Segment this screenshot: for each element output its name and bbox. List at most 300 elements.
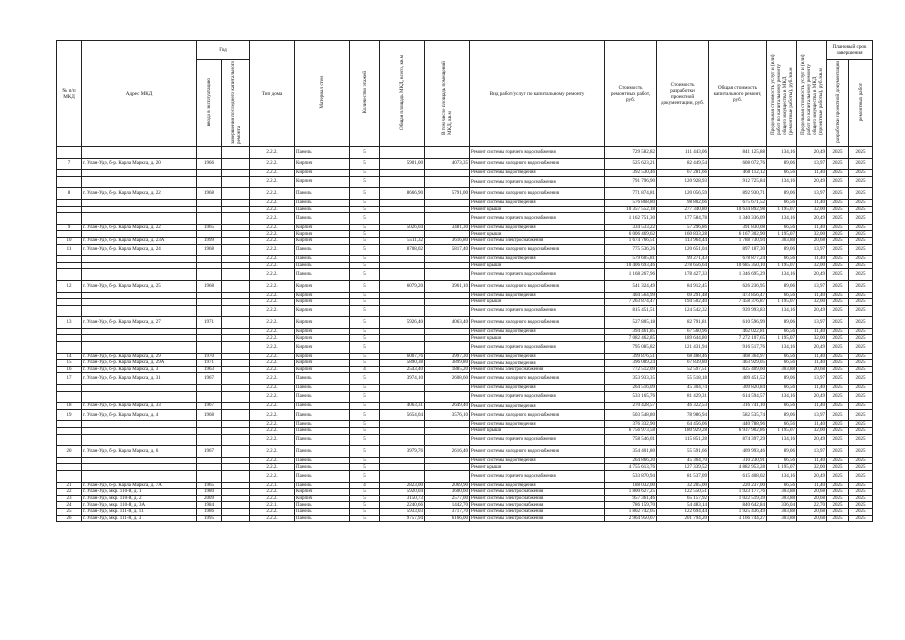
cell-c3: 462 022,81 xyxy=(709,328,767,335)
cell-y2 xyxy=(222,292,250,299)
cell-d2: 2025 xyxy=(849,482,873,489)
cell-c2: 64 456,06 xyxy=(657,421,709,428)
cell-wall: Панель xyxy=(295,421,350,428)
cell-y2 xyxy=(222,147,250,159)
cell-num xyxy=(57,213,82,225)
cell-type: 2.2.2. xyxy=(250,457,295,464)
cell-d2: 2025 xyxy=(849,489,873,496)
cell-p1: 134,16 xyxy=(767,176,797,188)
cell-c3: 1 340 336,09 xyxy=(709,213,767,225)
cell-wall: Панель xyxy=(295,470,350,482)
cell-num xyxy=(57,464,82,471)
cell-p1: 134,16 xyxy=(767,391,797,403)
cell-num xyxy=(57,269,82,281)
cell-type: 2.2.2. xyxy=(250,446,295,458)
cell-wall: Кирпич xyxy=(295,342,350,354)
cell-fl: 4 xyxy=(350,482,380,489)
cell-area xyxy=(380,231,425,238)
cell-p2: 11,40 xyxy=(797,170,827,177)
cell-p2: 11,40 xyxy=(797,482,827,489)
cell-addr: г. Улан-Удэ, б-р. Карла Маркса, д. 24 xyxy=(82,244,197,256)
cell-wall: Панель xyxy=(295,199,350,206)
cell-c3: 3 166 744,27 xyxy=(709,515,767,522)
cell-y2 xyxy=(222,353,250,360)
cell-p1: 303,88 xyxy=(767,366,797,373)
cell-c2: 120 928,93 xyxy=(657,176,709,188)
cell-y1: 1999 xyxy=(197,237,222,244)
cell-area: 6079,20 xyxy=(380,280,425,292)
table-row xyxy=(57,224,873,231)
cell-d1: 2025 xyxy=(827,360,849,367)
cell-y2 xyxy=(222,457,250,464)
cell-liv xyxy=(425,434,470,446)
cell-p2: 20,49 xyxy=(797,269,827,281)
cell-d2: 2025 xyxy=(849,403,873,410)
cell-addr xyxy=(82,328,197,335)
cell-liv xyxy=(425,176,470,188)
cell-num: 14 xyxy=(57,353,82,360)
cell-p1: 89,06 xyxy=(767,317,797,329)
cell-fl: 5 xyxy=(350,403,380,410)
cell-c2: 82 791,81 xyxy=(657,317,709,329)
cell-p1: 336,04 xyxy=(767,502,797,509)
cell-wall: Панель xyxy=(295,391,350,403)
cell-c2: 124 542,32 xyxy=(657,305,709,317)
cell-y2 xyxy=(222,360,250,367)
cell-fl: 5 xyxy=(350,237,380,244)
cell-wall: Кирпич xyxy=(295,353,350,360)
cell-y2 xyxy=(222,502,250,509)
cell-liv xyxy=(425,335,470,342)
cell-d2: 2025 xyxy=(849,457,873,464)
cell-p2: 11,40 xyxy=(797,421,827,428)
table-row xyxy=(57,335,873,342)
cell-liv xyxy=(425,391,470,403)
cell-y2 xyxy=(222,244,250,256)
cell-d1: 2025 xyxy=(827,342,849,354)
cell-liv: 2069,90 xyxy=(425,482,470,489)
cell-fl: 5 xyxy=(350,299,380,306)
cell-area xyxy=(380,262,425,269)
cell-work: Ремонт системы горячего водоснабжения xyxy=(470,176,605,188)
cell-c1: 1 162 751,30 xyxy=(605,213,657,225)
cell-y2 xyxy=(222,508,250,515)
cell-y2 xyxy=(222,342,250,354)
cell-wall: Кирпич xyxy=(295,158,350,170)
cell-fl: 5 xyxy=(350,373,380,385)
cell-num xyxy=(57,421,82,428)
cell-addr xyxy=(82,213,197,225)
cell-num: 23 xyxy=(57,495,82,502)
cell-d2: 2025 xyxy=(849,280,873,292)
cell-c1: 10 357 552,18 xyxy=(605,206,657,213)
cell-c1: 264 866,20 xyxy=(605,457,657,464)
cell-work: Ремонт системы электроснабжения xyxy=(470,237,605,244)
cell-p2: 13,97 xyxy=(797,446,827,458)
cell-num: 19 xyxy=(57,409,82,421)
cell-fl: 5 xyxy=(350,434,380,446)
cell-c2: 68 488,46 xyxy=(657,353,709,360)
cell-y2 xyxy=(222,403,250,410)
cell-c3: 1 022 519,39 xyxy=(709,495,767,502)
table-row xyxy=(57,269,873,281)
cell-type: 2.2.2. xyxy=(250,262,295,269)
cell-fl: 5 xyxy=(350,170,380,177)
cell-d2: 2025 xyxy=(849,244,873,256)
cell-p2: 11,40 xyxy=(797,199,827,206)
cell-d2: 2025 xyxy=(849,495,873,502)
cell-p1: 66,56 xyxy=(767,421,797,428)
cell-p1: 89,06 xyxy=(767,446,797,458)
cell-y2 xyxy=(222,489,250,496)
cell-d1: 2025 xyxy=(827,292,849,299)
cell-addr xyxy=(82,421,197,428)
cell-p2: 13,97 xyxy=(797,373,827,385)
cell-y1 xyxy=(197,428,222,435)
cell-c3: 391 830,08 xyxy=(709,224,767,231)
cell-fl: 5 xyxy=(350,147,380,159)
cell-p2: 13,97 xyxy=(797,244,827,256)
header-plan-design: разработки проектной документации xyxy=(827,60,849,147)
cell-d2: 2025 xyxy=(849,515,873,522)
cell-liv xyxy=(425,292,470,299)
cell-c1: 503 548,80 xyxy=(605,409,657,421)
cell-d1: 2025 xyxy=(827,373,849,385)
cell-c2: 45 304,74 xyxy=(657,385,709,392)
cell-area xyxy=(380,170,425,177)
cell-c3: 939 993,83 xyxy=(709,305,767,317)
cell-work: Ремонт системы электроснабжения xyxy=(470,489,605,496)
cell-p2: 20,68 xyxy=(797,237,827,244)
cell-y1 xyxy=(197,147,222,159)
cell-liv xyxy=(425,457,470,464)
cell-c1: 404 564,99 xyxy=(605,292,657,299)
table-row xyxy=(57,434,873,446)
cell-d1: 2025 xyxy=(827,470,849,482)
cell-c3: 825 409,60 xyxy=(709,366,767,373)
cell-y2 xyxy=(222,366,250,373)
cell-y2 xyxy=(222,391,250,403)
cell-num: 20 xyxy=(57,446,82,458)
cell-liv: 3717,70 xyxy=(425,508,470,515)
header-cost-total: Общая стоимость капитального ремонт, руб. xyxy=(709,41,767,147)
cell-liv xyxy=(425,213,470,225)
table-row xyxy=(57,244,873,256)
cell-p2: 32,00 xyxy=(797,231,827,238)
cell-d2: 2025 xyxy=(849,508,873,515)
cell-c3: 220 237,00 xyxy=(709,482,767,489)
cell-d1: 2025 xyxy=(827,199,849,206)
cell-y1: 1995 xyxy=(197,515,222,522)
cell-y1 xyxy=(197,269,222,281)
header-cost-design: Стоимость разработки проектной документации, руб. xyxy=(657,41,709,147)
cell-fl: 5 xyxy=(350,502,380,509)
cell-p1: 134,16 xyxy=(767,213,797,225)
cell-liv: 3899,80 xyxy=(425,360,470,367)
cell-p1: 89,06 xyxy=(767,244,797,256)
cell-c2: 278 656,64 xyxy=(657,262,709,269)
cell-liv: 4073,35 xyxy=(425,158,470,170)
cell-c1: 758 546,01 xyxy=(605,434,657,446)
cell-c3: 615 408,02 xyxy=(709,470,767,482)
cell-area xyxy=(380,421,425,428)
cell-liv: 3961,10 xyxy=(425,280,470,292)
cell-fl: 5 xyxy=(350,158,380,170)
cell-liv: 3997,30 xyxy=(425,353,470,360)
cell-wall: Кирпич xyxy=(295,305,350,317)
cell-wall: Кирпич xyxy=(295,495,350,502)
cell-d1: 2025 xyxy=(827,482,849,489)
cell-c3: 916 517,76 xyxy=(709,342,767,354)
header-house-type: Тип дома xyxy=(250,41,295,147)
table-row xyxy=(57,385,873,392)
cell-y1: 1968 xyxy=(197,409,222,421)
cell-p1: 1 195,07 xyxy=(767,231,797,238)
cell-work: Ремонт системы электроснабжения xyxy=(470,366,605,373)
header-living-area: В том числе площадь помещений МКД, кв.м xyxy=(425,41,470,147)
header-wall-material: Материал стен xyxy=(295,41,350,147)
cell-y1 xyxy=(197,213,222,225)
cell-c1: 957 361,46 xyxy=(605,495,657,502)
cell-type: 2.2.2. xyxy=(250,269,295,281)
cell-c3: 840 642,84 xyxy=(709,502,767,509)
cell-p1: 66,56 xyxy=(767,385,797,392)
table-row xyxy=(57,446,873,458)
cell-d2: 2025 xyxy=(849,366,873,373)
cell-c2: 78 986,94 xyxy=(657,409,709,421)
cell-fl: 5 xyxy=(350,231,380,238)
cell-addr: г. Улан-Удэ, б-р. Карла Маркса, д. 31 xyxy=(82,373,197,385)
cell-area xyxy=(380,391,425,403)
cell-p2: 11,40 xyxy=(797,328,827,335)
cell-wall: Панель xyxy=(295,428,350,435)
cell-work: Ремонт системы водоотведения xyxy=(470,360,605,367)
cell-d1: 2025 xyxy=(827,353,849,360)
cell-addr: г. Улан-Удэ, мкр. 110-й, д. 3А xyxy=(82,502,197,509)
cell-fl: 4 xyxy=(350,366,380,373)
cell-fl: 5 xyxy=(350,391,380,403)
cell-p1: 303,88 xyxy=(767,237,797,244)
cell-c2: 55 518,18 xyxy=(657,373,709,385)
cell-fl: 5 xyxy=(350,457,380,464)
cell-c2: 111 443,06 xyxy=(657,147,709,159)
cell-work: Ремонт системы горячего водоснабжения xyxy=(470,269,605,281)
cell-addr: г. Улан-Удэ, б-р. Карла Маркса, д. 25 xyxy=(82,280,197,292)
header-plan-repair: ремонтных работ xyxy=(849,60,873,147)
cell-work: Ремонт системы водоотведения xyxy=(470,421,605,428)
cell-p2: 22,70 xyxy=(797,502,827,509)
cell-fl: 5 xyxy=(350,470,380,482)
cell-wall: Панель xyxy=(295,188,350,200)
cell-type: 2.2.2. xyxy=(250,385,295,392)
cell-liv: 3481,30 xyxy=(425,224,470,231)
cell-c3: 1 925 436,49 xyxy=(709,508,767,515)
cell-d1: 2025 xyxy=(827,147,849,159)
cell-y1 xyxy=(197,335,222,342)
cell-num xyxy=(57,385,82,392)
cell-fl: 5 xyxy=(350,495,380,502)
cell-addr: г. Улан-Удэ, б-р. Карла Маркса, д. 22 xyxy=(82,188,197,200)
cell-work: Ремонт системы водоотведения xyxy=(470,328,605,335)
cell-c3: 7 458 376,87 xyxy=(709,299,767,306)
cell-addr xyxy=(82,292,197,299)
cell-liv xyxy=(425,206,470,213)
cell-p2: 13,97 xyxy=(797,280,827,292)
cell-d2: 2025 xyxy=(849,342,873,354)
header-address: Адрес МКД xyxy=(82,41,197,147)
cell-d1: 2025 xyxy=(827,262,849,269)
cell-area xyxy=(380,342,425,354)
cell-c2: 55 591,66 xyxy=(657,446,709,458)
cell-num: 21 xyxy=(57,482,82,489)
cell-y1 xyxy=(197,342,222,354)
cell-work: Ремонт системы горячего водоснабжения xyxy=(470,342,605,354)
table-row xyxy=(57,317,873,329)
cell-type: 2.2.2. xyxy=(250,366,295,373)
cell-c3: 316 741,10 xyxy=(709,403,767,410)
cell-c3: 6 937 902,86 xyxy=(709,428,767,435)
cell-d1: 2025 xyxy=(827,206,849,213)
cell-work: Ремонт системы водоотведения xyxy=(470,385,605,392)
cell-type: 2.2.2. xyxy=(250,231,295,238)
cell-addr: г. Улан-Удэ, мкр. 111-й, д. 11 xyxy=(82,508,197,515)
cell-addr: г. Улан-Удэ, б-р. Карла Маркса, д. 29 xyxy=(82,353,197,360)
cell-d2: 2025 xyxy=(849,464,873,471)
cell-type: 2.2.2. xyxy=(250,342,295,354)
cell-num: 11 xyxy=(57,244,82,256)
cell-y1 xyxy=(197,256,222,263)
cell-num xyxy=(57,147,82,159)
cell-addr xyxy=(82,269,197,281)
table-row xyxy=(57,508,873,515)
cell-d2: 2025 xyxy=(849,385,873,392)
cell-c1: 791 796,90 xyxy=(605,176,657,188)
cell-y1 xyxy=(197,231,222,238)
cell-d2: 2025 xyxy=(849,147,873,159)
cell-c3: 610 596,99 xyxy=(709,317,767,329)
cell-p2: 11,40 xyxy=(797,457,827,464)
cell-c1: 10 406 693,46 xyxy=(605,262,657,269)
cell-liv: 2649,40 xyxy=(425,403,470,410)
cell-type: 2.2.2. xyxy=(250,391,295,403)
cell-wall: Кирпич xyxy=(295,360,350,367)
cell-area: 3150,73 xyxy=(380,495,425,502)
cell-fl: 5 xyxy=(350,213,380,225)
cell-work: Ремонт системы водоотведения xyxy=(470,199,605,206)
cell-type: 2.2.2. xyxy=(250,353,295,360)
cell-area: 8708,02 xyxy=(380,244,425,256)
cell-work: Ремонт системы холодного водоснабжения xyxy=(470,188,605,200)
cell-y2 xyxy=(222,158,250,170)
cell-d1: 2025 xyxy=(827,403,849,410)
cell-c1: 270 428,57 xyxy=(605,403,657,410)
cell-num xyxy=(57,328,82,335)
cell-p1: 66,56 xyxy=(767,403,797,410)
cell-c1: 353 933,35 xyxy=(605,373,657,385)
cell-c3: 897 187,30 xyxy=(709,244,767,256)
cell-c2: 120 651,04 xyxy=(657,244,709,256)
cell-c1: 1 168 267,96 xyxy=(605,269,657,281)
cell-type: 2.2.2. xyxy=(250,206,295,213)
cell-c3: 6 167 302,90 xyxy=(709,231,767,238)
cell-c1: 394 461,85 xyxy=(605,328,657,335)
cell-work: Ремонт системы водоотведения xyxy=(470,292,605,299)
table-row xyxy=(57,342,873,354)
cell-wall: Панель xyxy=(295,434,350,446)
cell-y2 xyxy=(222,305,250,317)
cell-type: 2.2.2. xyxy=(250,335,295,342)
cell-num xyxy=(57,176,82,188)
cell-d1: 2025 xyxy=(827,391,849,403)
cell-c1: 7 263 874,47 xyxy=(605,299,657,306)
cell-addr xyxy=(82,428,197,435)
cell-wall: Панель xyxy=(295,502,350,509)
cell-y2 xyxy=(222,385,250,392)
cell-area xyxy=(380,305,425,317)
cell-type: 2.2.2. xyxy=(250,317,295,329)
cell-c2: 69 291,48 xyxy=(657,292,709,299)
cell-addr xyxy=(82,199,197,206)
capital-repair-table xyxy=(56,40,873,522)
cell-d1: 2025 xyxy=(827,244,849,256)
cell-p1: 66,56 xyxy=(767,353,797,360)
table-row xyxy=(57,353,873,360)
cell-y2 xyxy=(222,495,250,502)
cell-num xyxy=(57,342,82,354)
cell-num xyxy=(57,470,82,482)
cell-wall: Панель xyxy=(295,482,350,489)
cell-num xyxy=(57,256,82,263)
cell-y2 xyxy=(222,434,250,446)
cell-wall: Панель xyxy=(295,262,350,269)
cell-c1: 579 605,81 xyxy=(605,256,657,263)
cell-p1: 134,16 xyxy=(767,147,797,159)
cell-c3: 1 923 177,76 xyxy=(709,489,767,496)
cell-c2: 84 912,45 xyxy=(657,280,709,292)
cell-work: Ремонт крыши xyxy=(470,206,605,213)
cell-y1: 1965 xyxy=(197,224,222,231)
cell-work: Ремонт системы горячего водоснабжения xyxy=(470,391,605,403)
cell-addr: г. Улан-Удэ, б-р. Карла Маркса, д. 3 xyxy=(82,366,197,373)
cell-addr: г. Улан-Удэ, б-р. Карла Маркса, д. 7А xyxy=(82,482,197,489)
cell-work: Ремонт системы горячего водоснабжения xyxy=(470,147,605,159)
cell-addr: г. Улан-Удэ, б-р. Карла Маркса, д. 23А xyxy=(82,237,197,244)
cell-liv xyxy=(425,256,470,263)
cell-c1: 533 165,76 xyxy=(605,391,657,403)
cell-y2 xyxy=(222,176,250,188)
cell-wall: Панель xyxy=(295,244,350,256)
cell-liv xyxy=(425,428,470,435)
cell-fl: 5 xyxy=(350,176,380,188)
cell-area: 5933,03 xyxy=(380,508,425,515)
cell-d2: 2025 xyxy=(849,373,873,385)
cell-num: 8 xyxy=(57,188,82,200)
cell-area xyxy=(380,434,425,446)
cell-type: 2.2.2. xyxy=(250,244,295,256)
cell-liv xyxy=(425,470,470,482)
cell-addr xyxy=(82,385,197,392)
cell-type: 2.2.2. xyxy=(250,515,295,522)
table-row xyxy=(57,464,873,471)
cell-c3: 468 364,97 xyxy=(709,353,767,360)
cell-type: 2.2.2. xyxy=(250,434,295,446)
cell-c2: 178 427,33 xyxy=(657,269,709,281)
cell-work: Ремонт системы электроснабжения xyxy=(470,515,605,522)
cell-work: Ремонт системы холодного водоснабжения xyxy=(470,409,605,421)
cell-num: 25 xyxy=(57,508,82,515)
cell-work: Ремонт системы горячего водоснабжения xyxy=(470,470,605,482)
cell-work: Ремонт крыши xyxy=(470,231,605,238)
